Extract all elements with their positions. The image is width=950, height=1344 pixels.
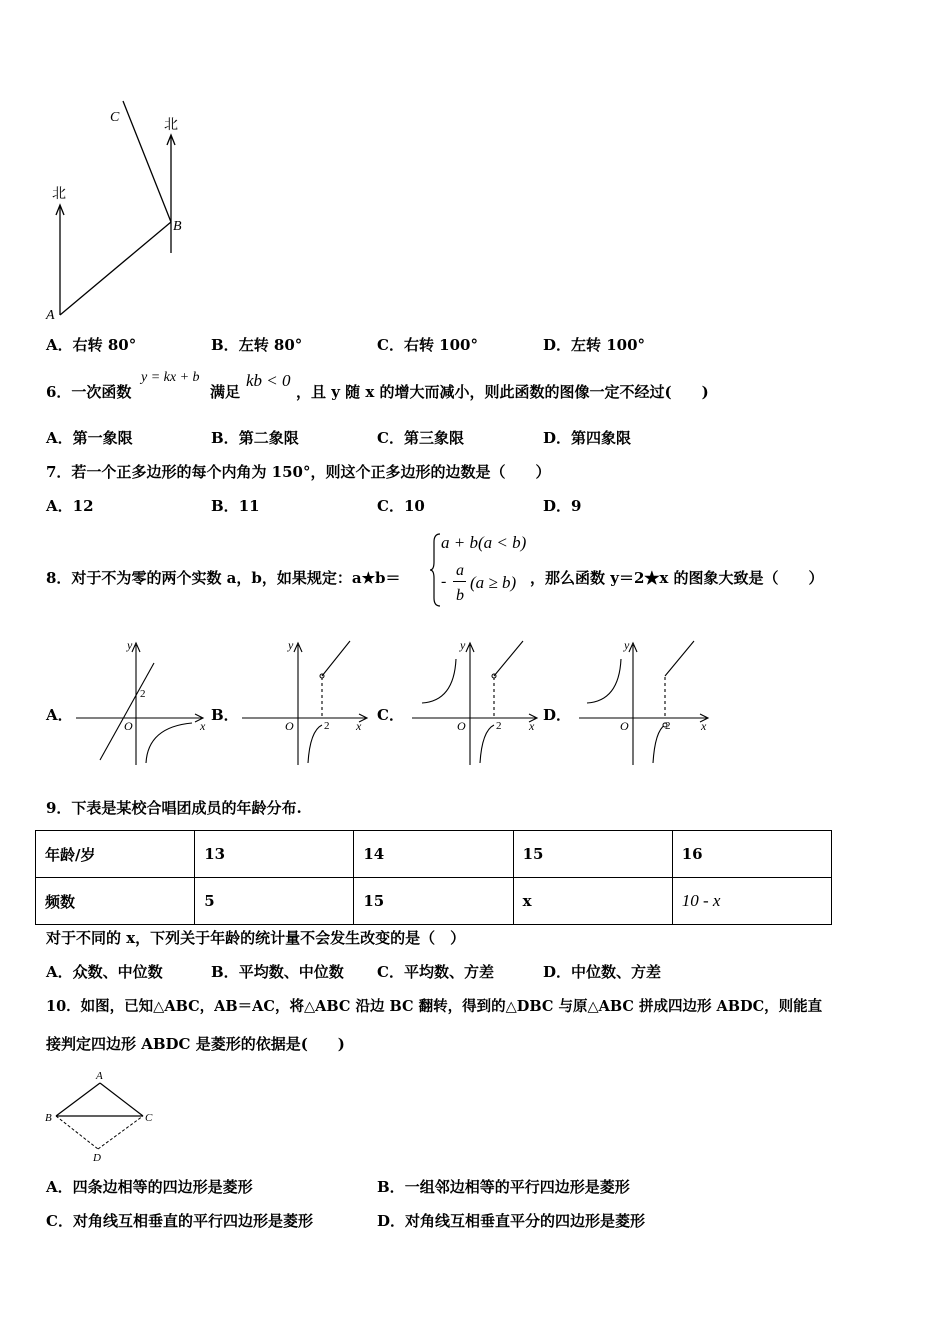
svg-text:x: x	[701, 719, 707, 733]
q8-suffix: ，那么函数 y＝2★x 的图象大致是（ ）	[530, 569, 824, 587]
table-cell: 5	[195, 878, 354, 925]
q7-option-c[interactable]: C．10	[377, 497, 425, 515]
svg-text:y: y	[624, 638, 630, 652]
q8-prefix: 8．对于不为零的两个实数 a，b，如果规定：a★b＝	[46, 569, 401, 587]
label-c: C	[145, 1112, 153, 1124]
svg-text:x: x	[529, 719, 535, 733]
label-b: B	[173, 219, 182, 234]
table-row	[36, 831, 832, 878]
table-cell: 10 - x	[672, 878, 831, 925]
svg-text:2: 2	[665, 720, 671, 732]
q8-graph-d[interactable]	[575, 635, 715, 770]
label-a: A	[46, 308, 55, 323]
q5-option-c[interactable]: C．右转 100°	[377, 336, 478, 354]
label-d: D	[93, 1152, 101, 1164]
q10-rhombus-figure	[42, 1068, 162, 1164]
q9-option-a[interactable]: A．众数、中位数	[46, 963, 163, 981]
table-cell: 16	[672, 831, 831, 878]
q6-formula: y = kx + b	[141, 370, 200, 385]
label-c: C	[110, 110, 120, 125]
segment-ab	[60, 222, 171, 315]
q10-option-a[interactable]: A．四条边相等的四边形是菱形	[46, 1178, 253, 1196]
q8-option-c[interactable]: C．	[377, 706, 404, 724]
table-cell: 15	[513, 831, 672, 878]
svg-text:2: 2	[496, 720, 502, 732]
q10-option-d[interactable]: D．对角线互相垂直平分的四边形是菱形	[377, 1212, 646, 1230]
q8-graph-b[interactable]	[238, 635, 373, 770]
table-row	[36, 878, 832, 925]
label-a: A	[96, 1070, 103, 1082]
label-north-2: 北	[164, 118, 178, 133]
table-cell: 15	[354, 878, 513, 925]
q8-case2-den: b	[456, 587, 464, 604]
q8-graph-c[interactable]	[408, 635, 543, 770]
q10-option-b[interactable]: B．一组邻边相等的平行四边形是菱形	[377, 1178, 630, 1196]
q6-suffix: ，且 y 随 x 的增大而减小，则此函数的图像一定不经过( )	[296, 383, 709, 401]
q6-prefix: 6．一次函数	[46, 383, 132, 401]
table-cell: 13	[195, 831, 354, 878]
q8-graph-a[interactable]	[70, 635, 210, 770]
q8-option-d[interactable]: D．	[543, 706, 572, 724]
q9-option-b[interactable]: B．平均数、中位数	[211, 963, 344, 981]
q5-option-a[interactable]: A．右转 80°	[46, 336, 137, 354]
svg-text:y: y	[127, 638, 133, 652]
table-cell: 年龄/岁	[36, 831, 195, 878]
q6-condition: kb < 0	[246, 371, 291, 390]
svg-text:O: O	[457, 719, 466, 733]
table-cell: 频数	[36, 878, 195, 925]
svg-text:x: x	[200, 719, 206, 733]
svg-text:O: O	[124, 719, 133, 733]
table-cell: x	[513, 878, 672, 925]
q6-option-a[interactable]: A．第一象限	[46, 429, 133, 447]
svg-text:x: x	[356, 719, 362, 733]
q7-option-d[interactable]: D．9	[543, 497, 582, 515]
svg-text:2: 2	[140, 688, 146, 700]
table-cell: 14	[354, 831, 513, 878]
q8-case1: a + b(a < b)	[441, 533, 527, 552]
q6-option-c[interactable]: C．第三象限	[377, 429, 464, 447]
q8-case2-num: a	[456, 562, 464, 579]
age-distribution-table	[35, 830, 832, 925]
svg-text:O: O	[285, 719, 294, 733]
q8-option-b[interactable]: B．	[211, 706, 239, 724]
q10-stem-line2: 接判定四边形 ABDC 是菱形的依据是( )	[46, 1035, 345, 1053]
q9-stem: 9．下表是某校合唱团成员的年龄分布.	[46, 799, 302, 817]
label-north-1: 北	[52, 187, 66, 202]
q6-middle: 满足	[210, 383, 241, 401]
q7-option-a[interactable]: A．12	[46, 497, 94, 515]
label-b: B	[45, 1112, 52, 1124]
q8-option-a[interactable]: A．	[46, 706, 73, 724]
q8-fraction-bar	[453, 581, 466, 582]
q5-option-b[interactable]: B．左转 80°	[211, 336, 303, 354]
q6-option-b[interactable]: B．第二象限	[211, 429, 299, 447]
q10-stem-line1: 10．如图，已知△ABC，AB＝AC，将△ABC 沿边 BC 翻转，得到的△DBC 与原△ABC 拼成四边形 ABDC，则能直	[46, 998, 823, 1015]
svg-text:y: y	[288, 638, 294, 652]
q8-case2-minus: -	[441, 573, 447, 590]
q9-question: 对于不同的 x，下列关于年龄的统计量不会发生改变的是（ ）	[46, 929, 466, 947]
q9-option-c[interactable]: C．平均数、方差	[377, 963, 494, 981]
q5-direction-figure	[40, 95, 200, 330]
q5-option-d[interactable]: D．左转 100°	[543, 336, 646, 354]
q6-option-d[interactable]: D．第四象限	[543, 429, 632, 447]
q9-option-d[interactable]: D．中位数、方差	[543, 963, 662, 981]
q7-option-b[interactable]: B．11	[211, 497, 260, 515]
q10-option-c[interactable]: C．对角线互相垂直的平行四边形是菱形	[46, 1212, 313, 1230]
svg-text:2: 2	[324, 720, 330, 732]
svg-text:y: y	[460, 638, 466, 652]
q8-case2-cond: (a ≥ b)	[470, 573, 517, 592]
q7-stem: 7．若一个正多边形的每个内角为 150°，则这个正多边形的边数是（ ）	[46, 463, 551, 481]
svg-text:O: O	[620, 719, 629, 733]
